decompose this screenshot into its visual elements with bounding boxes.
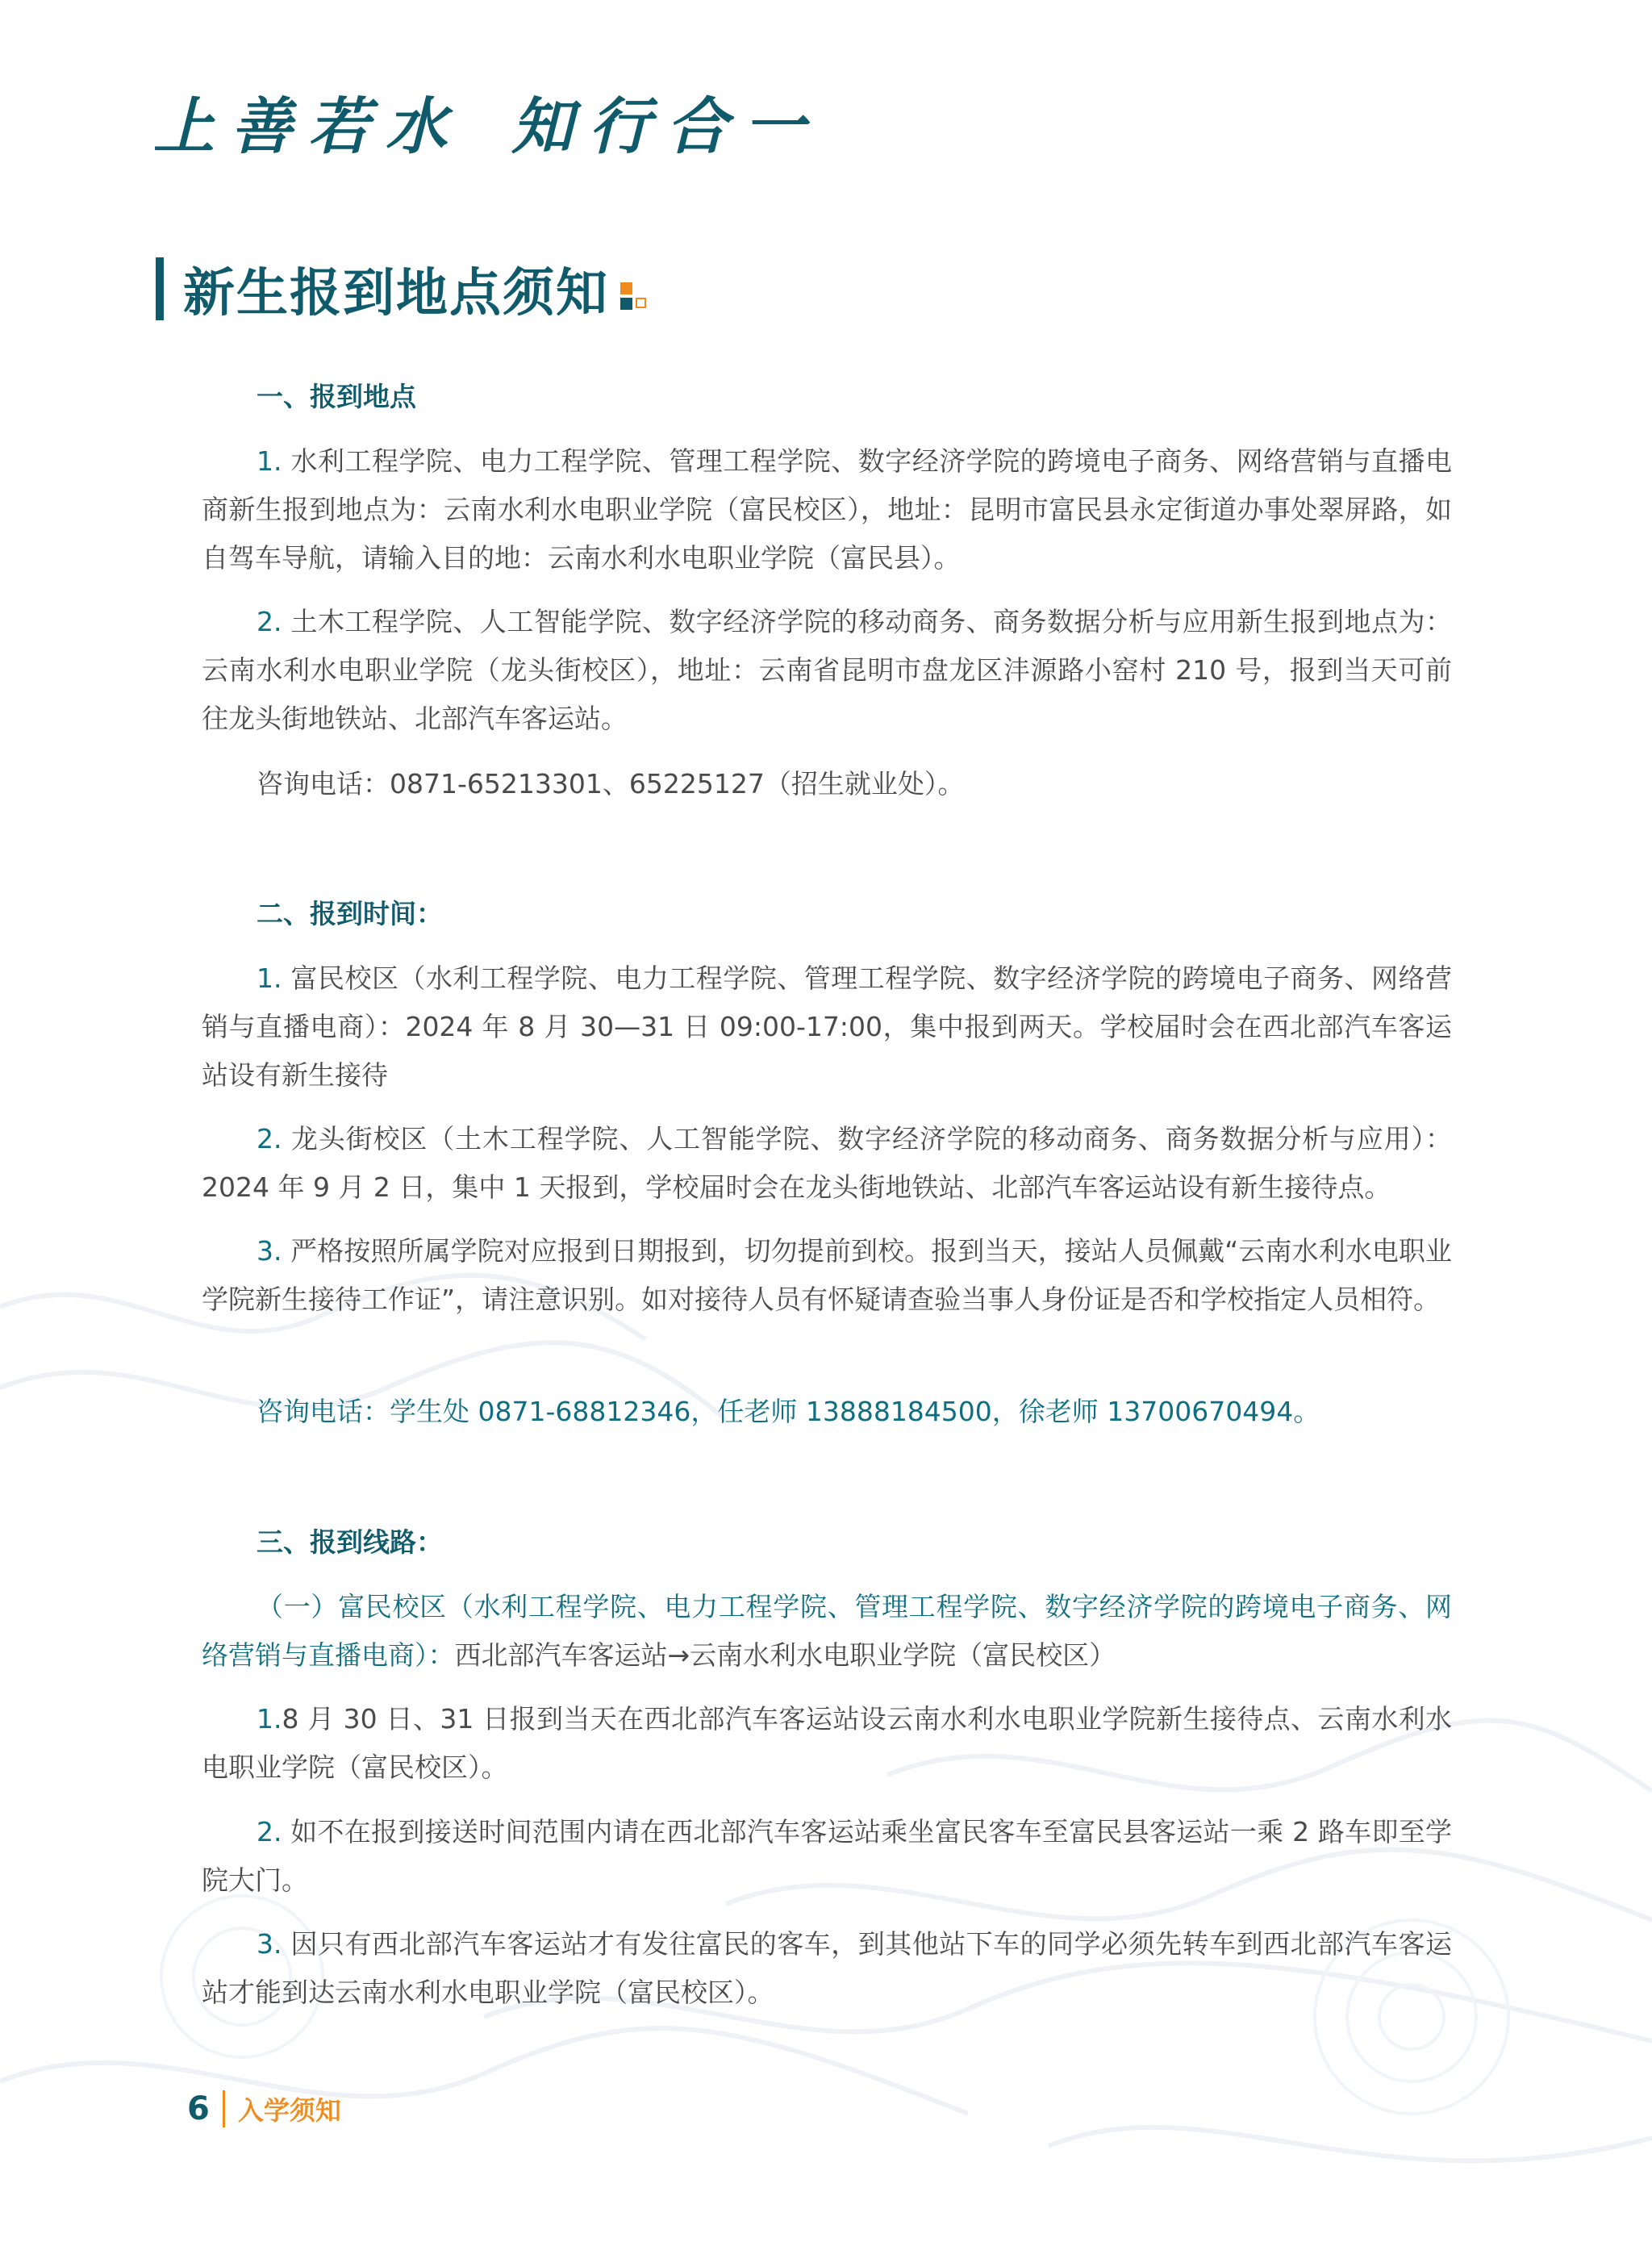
page-number: 6: [187, 2090, 210, 2127]
paragraph-text: 8 月 30 日、31 日报到当天在西北部汽车客运站设云南水利水电职业学院新生接待点、云南水利水电职业学院（富民校区）。: [202, 1703, 1452, 1783]
paragraph-number: 1.: [257, 1703, 282, 1735]
section-heading-route: 三、报到线路：: [257, 1526, 443, 1558]
route-subheading-rest: 西北部汽车客运站→云南水利水电职业学院（富民校区）: [454, 1639, 1116, 1671]
route-paragraph-2: [202, 1808, 1452, 1905]
route-subheading-teal: （一）富民校区（水利工程学院、电力工程学院、管理工程学院、数字经济学院的跨境电子商务、网络营销与直播电商）：: [202, 1591, 1452, 1671]
location-paragraph-2: [202, 598, 1452, 743]
footer-label: 入学须知: [237, 2095, 341, 2126]
section-heading-location: 一、报到地点: [257, 381, 416, 412]
paragraph-text: 土木工程学院、人工智能学院、数字经济学院的移动商务、商务数据分析与应用新生报到地点为：云南水利水电职业学院（龙头街校区），地址：云南省昆明市盘龙区沣源路小窑村 210 号，报到当天可前往龙头街地铁站、北部汽车客运站。: [202, 606, 1452, 734]
time-paragraph-1: [202, 954, 1452, 1100]
footer-divider: [223, 2090, 225, 2127]
paragraph-text: 严格按照所属学院对应报到日期报到，切勿提前到校。报到当天，接站人员佩戴“云南水利水电职业学院新生接待工作证”，请注意识别。如对接待人员有怀疑请查验当事人身份证是否和学校指定人员相符。: [202, 1235, 1452, 1315]
page-title: 新生报到地点须知: [183, 264, 609, 324]
paragraph-number: 3.: [257, 1235, 282, 1267]
paragraph-number: 2.: [257, 606, 282, 637]
route-paragraph-1: [202, 1695, 1452, 1792]
paragraph-number: 2.: [257, 1816, 282, 1847]
section-heading-time: 二、报到时间：: [257, 898, 443, 929]
location-phone: 咨询电话：0871-65213301、65225127（招生就业处）。: [257, 768, 965, 800]
motto-left: 上善若水: [153, 90, 463, 162]
paragraph-text: 因只有西北部汽车客运站才有发往富民的客车，到其他站下车的同学必须先转车到西北部汽车客运站才能到达云南水利水电职业学院（富民校区）。: [202, 1928, 1452, 2008]
paragraph-text: 龙头街校区（土木工程学院、人工智能学院、数字经济学院的移动商务、商务数据分析与应用）：2024 年 9 月 2 日，集中 1 天报到，学校届时会在龙头街地铁站、北部汽车客运站设有新生接待点。: [202, 1123, 1452, 1203]
time-paragraph-3: [202, 1227, 1452, 1324]
title-accent-bar: [156, 257, 164, 320]
route-paragraph-3: [202, 1920, 1452, 2017]
paragraph-number: 1.: [257, 445, 282, 477]
route-subheading: [202, 1583, 1452, 1680]
time-phone: 咨询电话：学生处 0871-68812346，任老师 13888184500，徐老师 13700670494。: [257, 1396, 1320, 1427]
motto-right: 知行合一: [511, 90, 821, 162]
paragraph-number: 1.: [257, 962, 282, 994]
location-paragraph-1: [202, 437, 1452, 582]
title-square-decoration-icon: [620, 282, 653, 315]
paragraph-number: 3.: [257, 1928, 282, 1960]
school-motto: [153, 77, 821, 165]
paragraph-text: 如不在报到接送时间范围内请在西北部汽车客运站乘坐富民客车至富民县客运站一乘 2 路车即至学院大门。: [202, 1816, 1452, 1896]
time-paragraph-2: [202, 1115, 1452, 1212]
page-footer: [187, 2086, 341, 2131]
paragraph-text: 富民校区（水利工程学院、电力工程学院、管理工程学院、数字经济学院的跨境电子商务、网络营销与直播电商）：2024 年 8 月 30—31 日 09:00-17:00，集中报到两天。学校届时会在西北部汽车客运站设有新生接待: [202, 962, 1452, 1091]
paragraph-number: 2.: [257, 1123, 282, 1154]
paragraph-text: 水利工程学院、电力工程学院、管理工程学院、数字经济学院的跨境电子商务、网络营销与直播电商新生报到地点为：云南水利水电职业学院（富民校区），地址：昆明市富民县永定街道办事处翠屏路，如自驾车导航，请输入目的地：云南水利水电职业学院（富民县）。: [202, 445, 1452, 574]
page-title-block: [156, 257, 653, 324]
